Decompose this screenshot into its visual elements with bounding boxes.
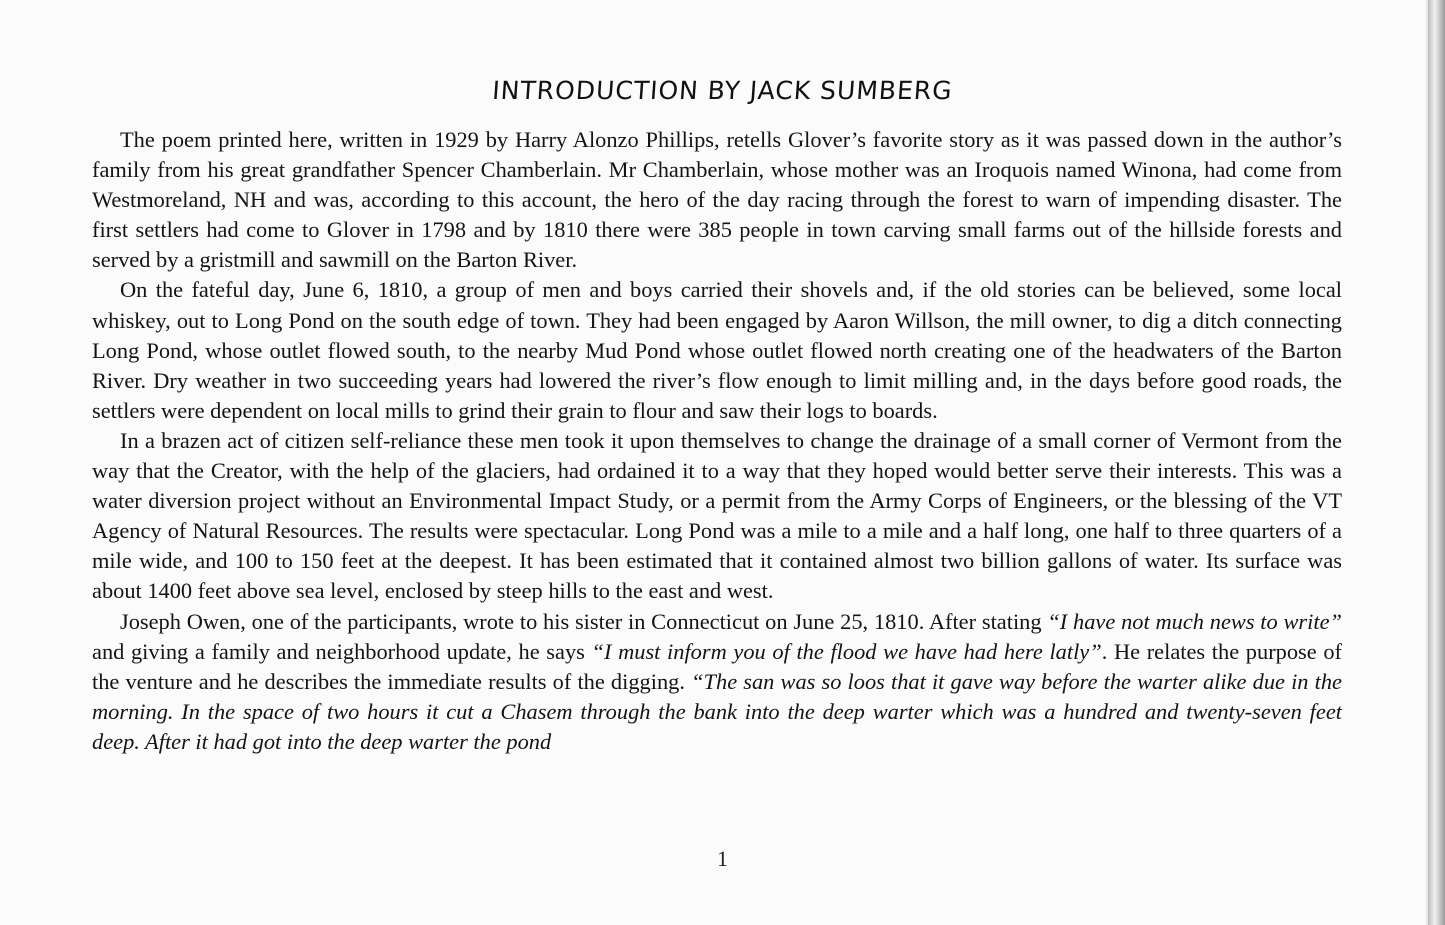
page-title: INTRODUCTION BY JACK SUMBERG xyxy=(491,76,954,105)
book-spine xyxy=(1428,0,1445,925)
quote-not-much-news: “I have not much news to write” xyxy=(1047,608,1342,634)
paragraph-4-text-e: . He relates the purpose of the venture and he describes the immediate results of the digging. xyxy=(92,638,1343,694)
paragraph-2: On the fateful day, June 6, 1810, a group of men and boys carried their shovels and, if the old stories can be believed, some local whiskey, out to Long Pond on the south edge of town. They had been engaged by Aaron Willson, the mill owner, to dig a ditch connecting Long Pond, whose outlet flowed south, to the nearby Mud Pond whose outlet flowed north creating one of the headwaters of the Barton River. Dry weather in two succeeding years had lowered the river’s flow enough to limit milling and, in the days before good roads, the settlers were dependent on local mills to grind their grain to flour and saw their logs to boards. xyxy=(92,277,1342,423)
paragraph-4 xyxy=(92,607,1342,757)
paragraph-4-text-c: and giving a family and neighborhood update, he says xyxy=(92,638,592,664)
paragraph-1: The poem printed here, written in 1929 by Harry Alonzo Phillips, retells Glover’s favorite story as it was passed down in the author’s family from his great grandfather Spencer Chamberlain. Mr Chamberlain, whose mother was an Iroquois named Winona, had come from Westmoreland, NH and was, according to this account, the hero of the day racing through the forest to warn of impending disaster. The first settlers had come to Glover in 1798 and by 1810 there were 385 people in town carving small farms out of the hillside forests and served by a gristmill and sawmill on the Barton River. xyxy=(92,127,1342,273)
paragraph-4-text-a: Joseph Owen, one of the participants, wrote to his sister in Connecticut on June 25, 1810. After stating xyxy=(120,608,1048,634)
page-number: 1 xyxy=(717,846,728,871)
paragraph-3: In a brazen act of citizen self-reliance these men took it upon themselves to change the drainage of a small corner of Vermont from the way that the Creator, with the help of the glaciers, had ordained it to a way that they hoped would better serve their interests. This was a water diversion project without an Environmental Impact Study, or a permit from the Army Corps of Engineers, or the blessing of the VT Agency of Natural Resources. The results were spectacular. Long Pond was a mile to a mile and a half long, one half to three quarters of a mile wide, and 100 to 150 feet at the deepest. It has been estimated that it contained almost two billion gallons of water. Its surface was about 1400 feet above sea level, enclosed by steep hills to the east and west. xyxy=(92,427,1342,604)
quote-inform-flood: “I must inform you of the flood we have had here latly” xyxy=(591,638,1102,664)
body-text xyxy=(92,125,1342,757)
quote-letter-excerpt: “The san was so loos that it gave way before the warter alike due in the morning. In the space of two hours it cut a Chasem through the bank into the deep warter which was a hundred and twenty-seven feet deep. After it had got into the deep warter the pond xyxy=(92,668,1342,754)
